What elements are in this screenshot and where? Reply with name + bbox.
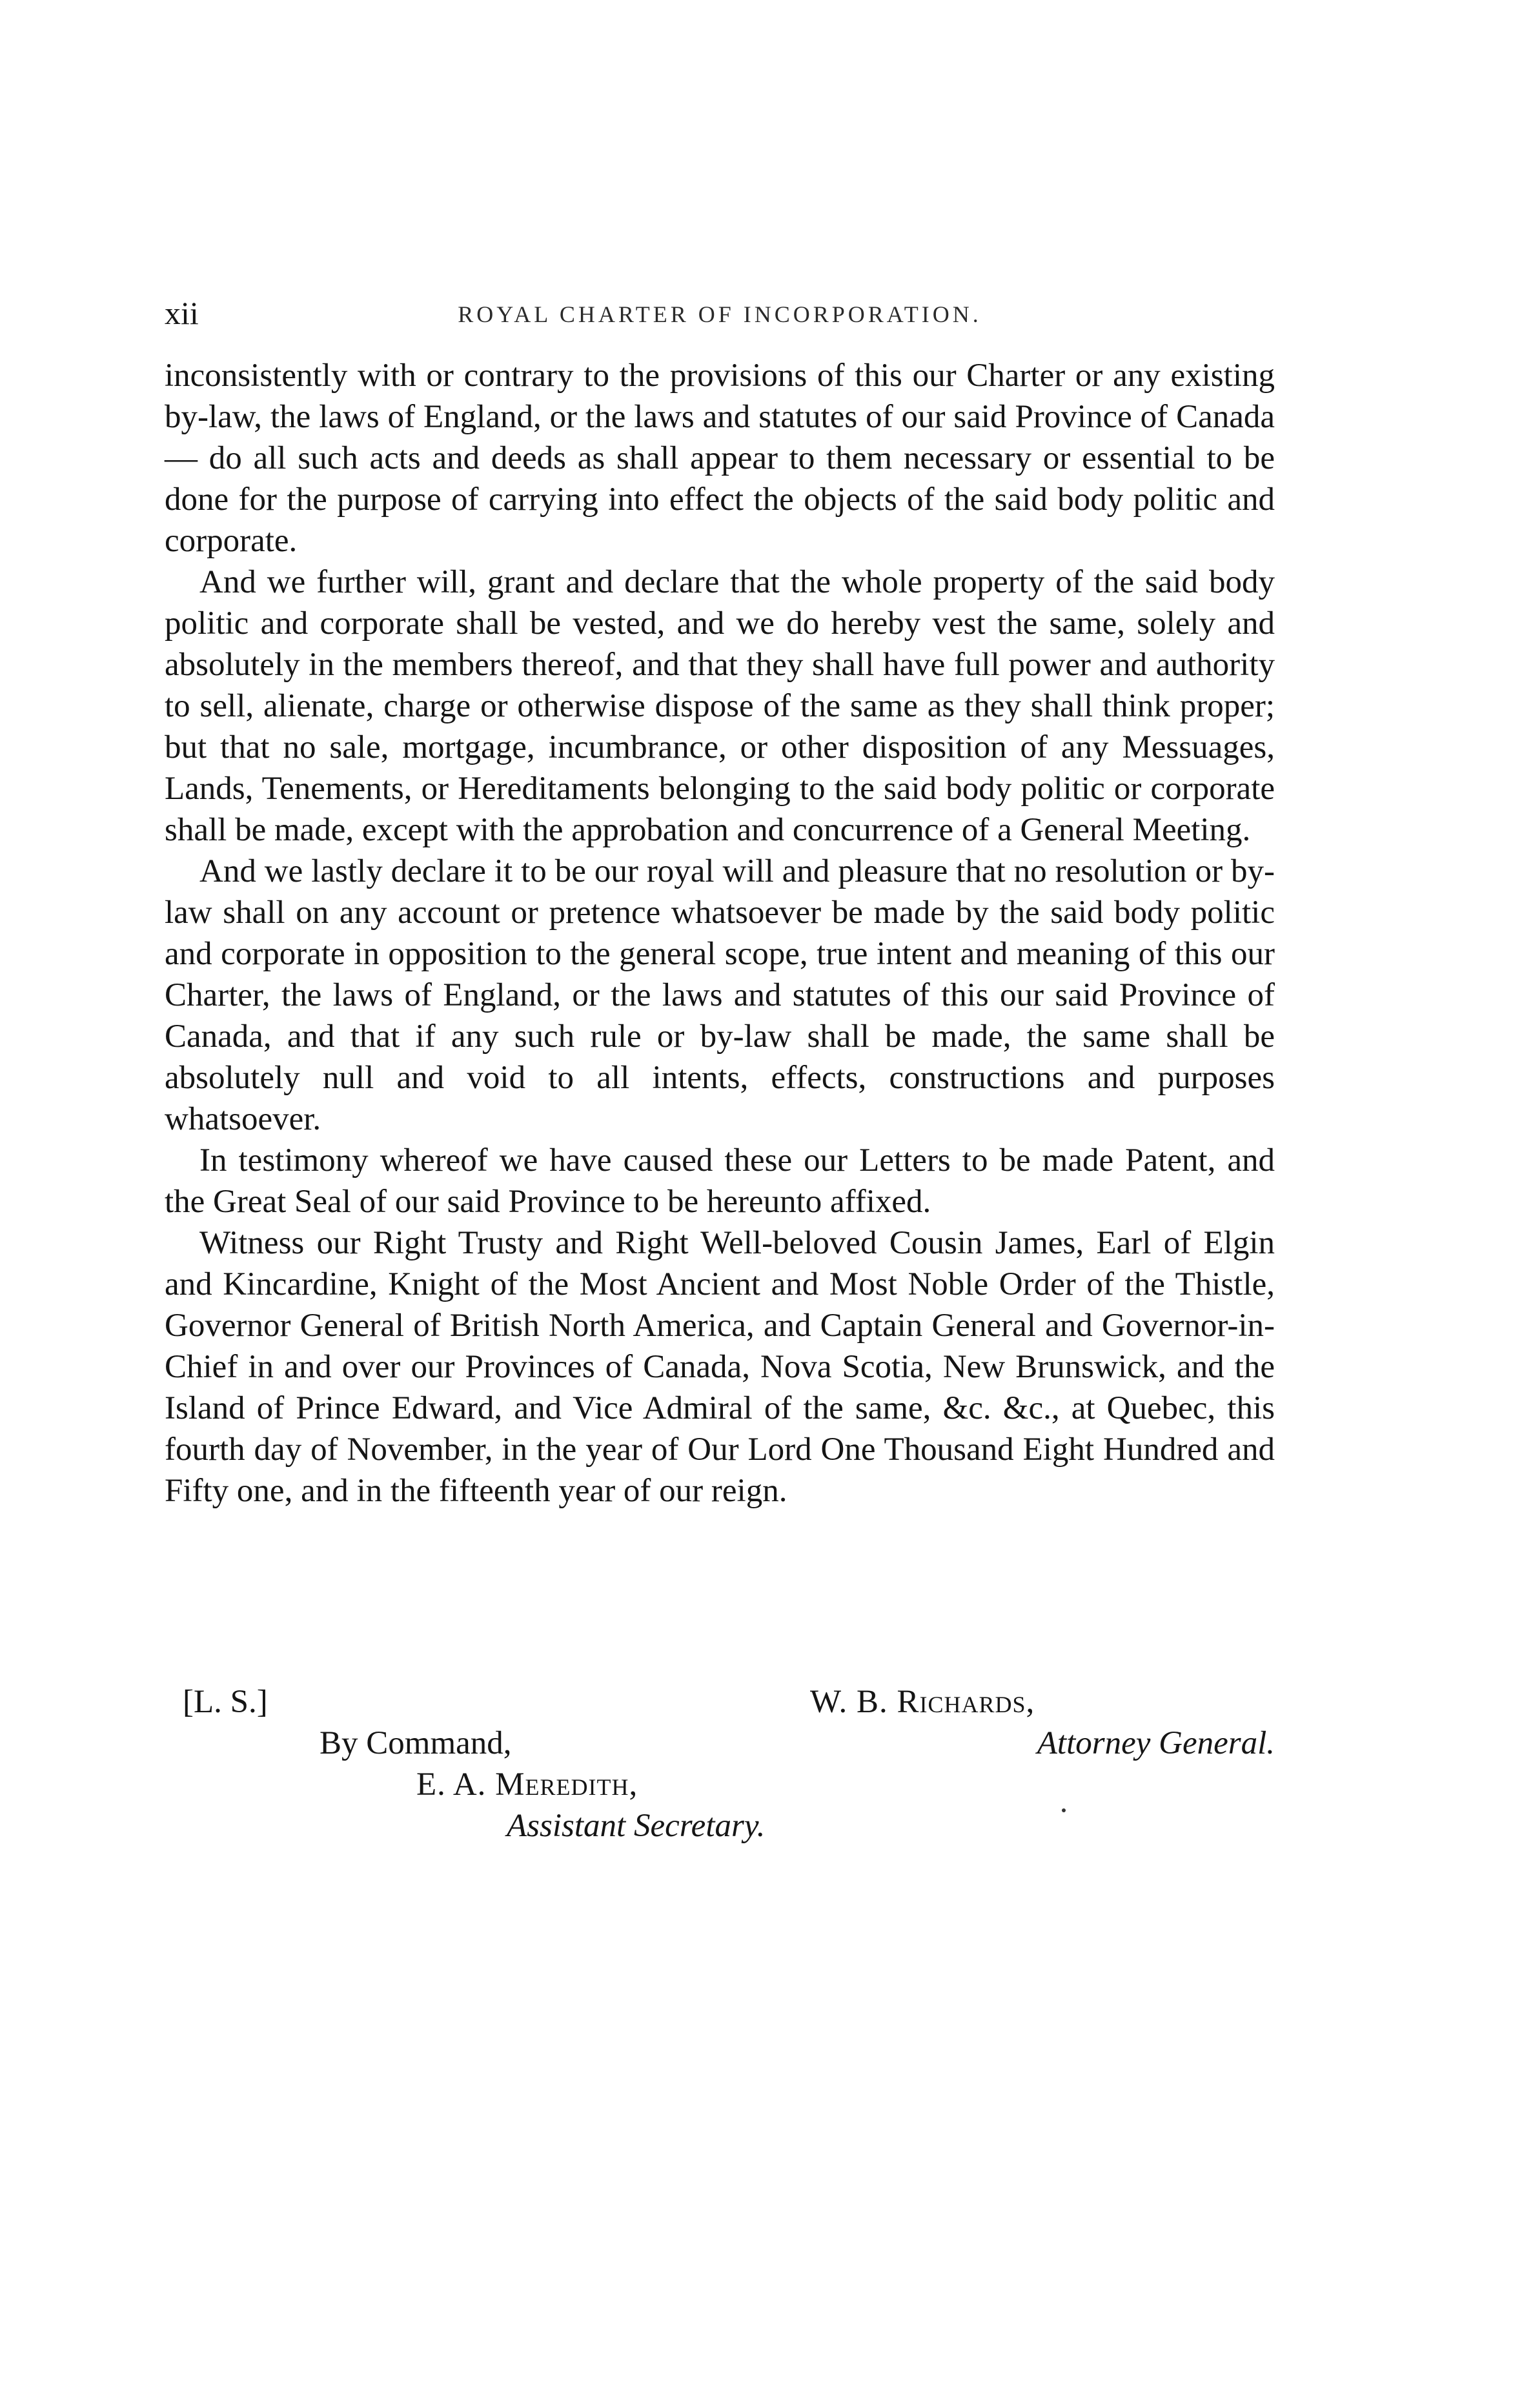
page-number: xii (165, 295, 199, 331)
paragraph-continuation: inconsistently with or contrary to the provisions of this our Charter or any existing by-law, the laws of England, or the laws and statutes of our said Province of Canada— do all such acts and deeds as shall appear to them necessary or essential to be done for the purpose of carrying into effect the objects of the said body politic and corporate. (165, 358, 1275, 559)
paragraph-witness: Witness our Right Trusty and Right Well-beloved Cousin James, Earl of Elgin and Kincardine, Knight of the Most Ancient and Most Noble Order of the Thistle, Governor General of British North America, and Captain General and Governor-in-Chief in and over our Provinces of Canada, Nova Scotia, New Brunswick, and the Island of Prince Edward, and Vice Admiral of the same, &c. &c., at Quebec, this fourth day of November, in the year of Our Lord One Thousand Eight Hundred and Fifty one, and in the fifteenth year of our reign. (165, 1225, 1275, 1509)
secretary-title: Assistant Secretary. (507, 1808, 766, 1844)
signer-name: W. B. Richards, (810, 1684, 1035, 1720)
paragraph-property-vesting: And we further will, grant and declare that the whole property of the said body politic and corporate shall be vested, and we do hereby vest the same, solely and absolutely in the members thereof, and that they shall have full power and authority to sell, alienate, charge or otherwise dispose of the same as they shall think proper; but that no sale, mortgage, incumbrance, or other disposition of any Messuages, Lands, Tenements, or Hereditaments belonging to the said body politic or corporate shall be made, except with the approbation and concurrence of a General Meeting. (165, 564, 1275, 848)
signature-block (165, 1681, 1275, 1875)
body-text (165, 355, 1275, 1512)
paragraph-testimony: In testimony whereof we have caused these our Letters to be made Patent, and the Great Seal of our said Province to be hereunto affixed. (165, 1142, 1275, 1220)
paragraph-royal-will: And we lastly declare it to be our royal will and pleasure that no resolution or by-law shall on any account or pretence whatsoever be made by the said body politic and corporate in opposition to the general scope, true intent and meaning of this our Charter, the laws of England, or the laws and statutes of this our said Province of Canada, and that if any such rule or by-law shall be made, the same shall be absolutely null and void to all intents, effects, constructions and purposes whatsoever. (165, 853, 1275, 1137)
stray-ink-dot (1062, 1808, 1066, 1812)
seal-mark: [L. S.] (183, 1684, 268, 1720)
secretary-name: E. A. Meredith, (416, 1766, 638, 1803)
by-command: By Command, (320, 1725, 512, 1761)
running-title: ROYAL CHARTER OF INCORPORATION. (458, 301, 982, 327)
running-head (165, 294, 1275, 332)
signer-title: Attorney General. (1037, 1725, 1275, 1761)
